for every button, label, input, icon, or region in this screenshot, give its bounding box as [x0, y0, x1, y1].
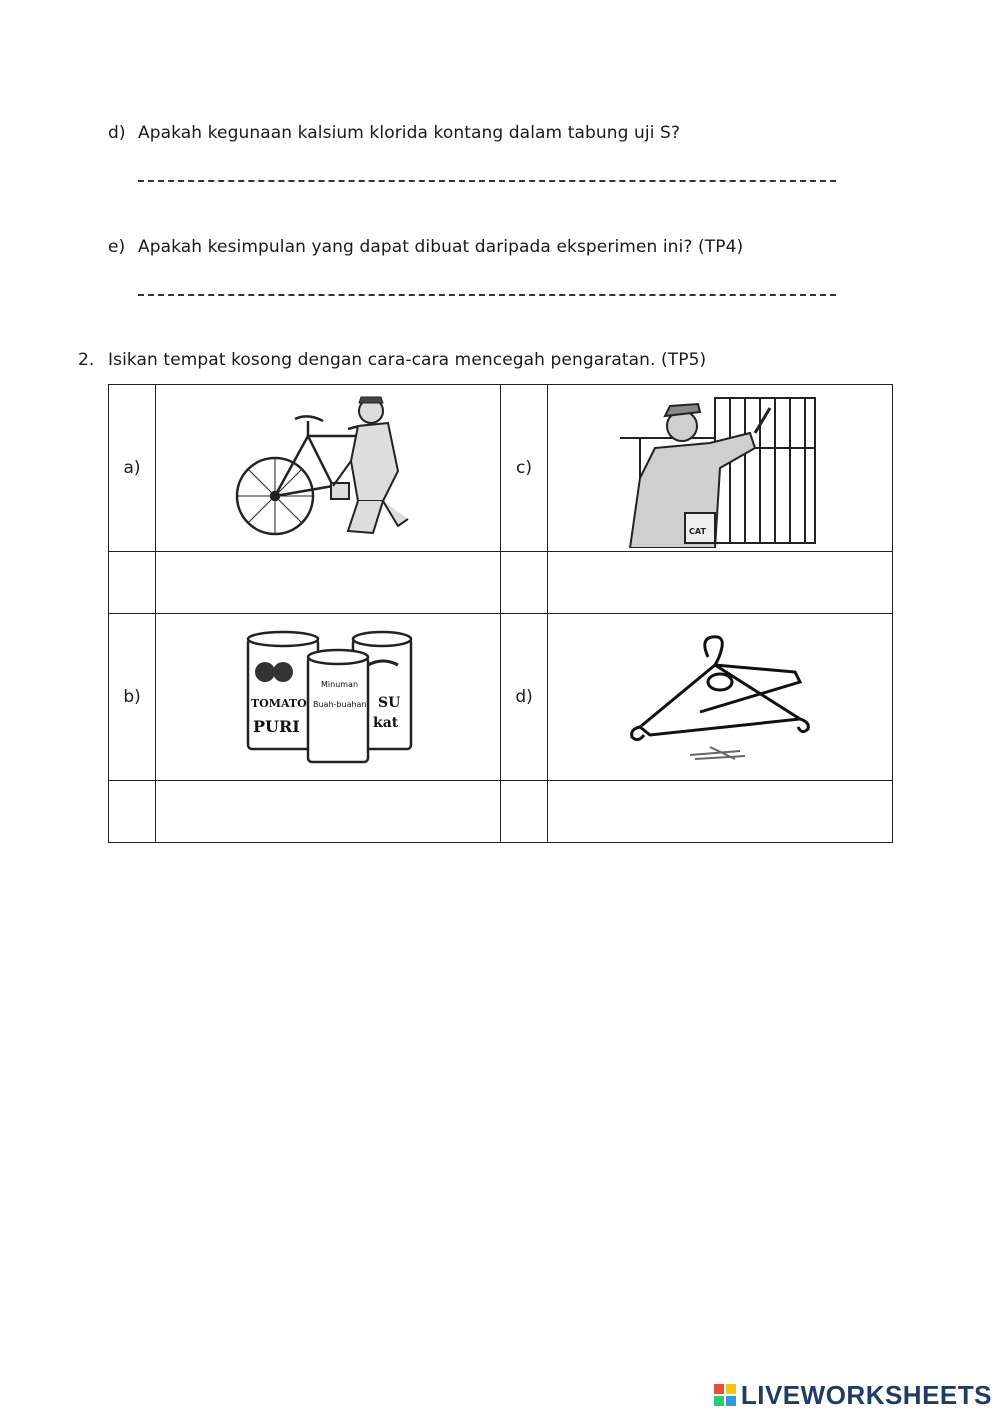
- cell-label-a: a): [109, 385, 156, 552]
- tin-cans-illustration: [243, 627, 413, 767]
- question-d-text: Apakah kegunaan kalsium klorida kontang dalam tabung uji S?: [138, 123, 681, 143]
- question-2-text: Isikan tempat kosong dengan cara-cara mencegah pengaratan. (TP5): [108, 350, 707, 370]
- can-text-minuman: Minuman: [321, 680, 359, 689]
- can-text-tomato: TOMATO: [251, 697, 307, 710]
- cell-label-c: c): [500, 385, 547, 552]
- answer-input-d[interactable]: [548, 782, 892, 842]
- answer-line-d[interactable]: [138, 180, 836, 182]
- question-d-label: d): [108, 123, 126, 143]
- question-e-label: e): [108, 237, 126, 257]
- bicycle-oiling-illustration: [233, 391, 423, 546]
- can-text-puri: PURI: [253, 717, 300, 736]
- answer-label-b: [109, 781, 156, 843]
- answer-cell-c[interactable]: [548, 552, 893, 614]
- answer-line-e[interactable]: [138, 294, 836, 296]
- question-d: [108, 123, 680, 143]
- can-text-kat: kat: [373, 715, 399, 731]
- question-e-text: Apakah kesimpulan yang dapat dibuat daripada eksperimen ini? (TP4): [138, 237, 744, 257]
- answer-label-a: [109, 552, 156, 614]
- answer-input-a[interactable]: [156, 553, 500, 613]
- answer-input-c[interactable]: [548, 553, 892, 613]
- answer-label-c: [500, 552, 547, 614]
- answer-cell-a[interactable]: [156, 552, 501, 614]
- answer-cell-d[interactable]: [548, 781, 893, 843]
- cell-image-d: [548, 614, 893, 781]
- can-text-buah: Buah-buahan: [313, 700, 367, 709]
- brand-name: LIVEWORKSHEETS: [740, 1379, 992, 1410]
- cell-label-d: d): [500, 614, 547, 781]
- paint-can-label: CAT: [689, 527, 706, 536]
- painting-gate-illustration: [620, 388, 820, 548]
- rust-prevention-table: [108, 384, 893, 843]
- cell-image-a: [156, 385, 501, 552]
- answer-label-d: [500, 781, 547, 843]
- answer-input-b[interactable]: [156, 782, 500, 842]
- cell-image-c: [548, 385, 893, 552]
- question-2: [78, 350, 706, 370]
- answer-cell-b[interactable]: [156, 781, 501, 843]
- clothes-hanger-illustration: [620, 627, 820, 767]
- can-text-su: SU: [378, 695, 401, 711]
- cell-label-b: b): [109, 614, 156, 781]
- question-2-number: 2.: [78, 350, 95, 370]
- liveworksheets-brand: [713, 1381, 992, 1409]
- question-e: [108, 237, 743, 257]
- cell-image-b: [156, 614, 501, 781]
- liveworksheets-logo-icon: [713, 1383, 737, 1407]
